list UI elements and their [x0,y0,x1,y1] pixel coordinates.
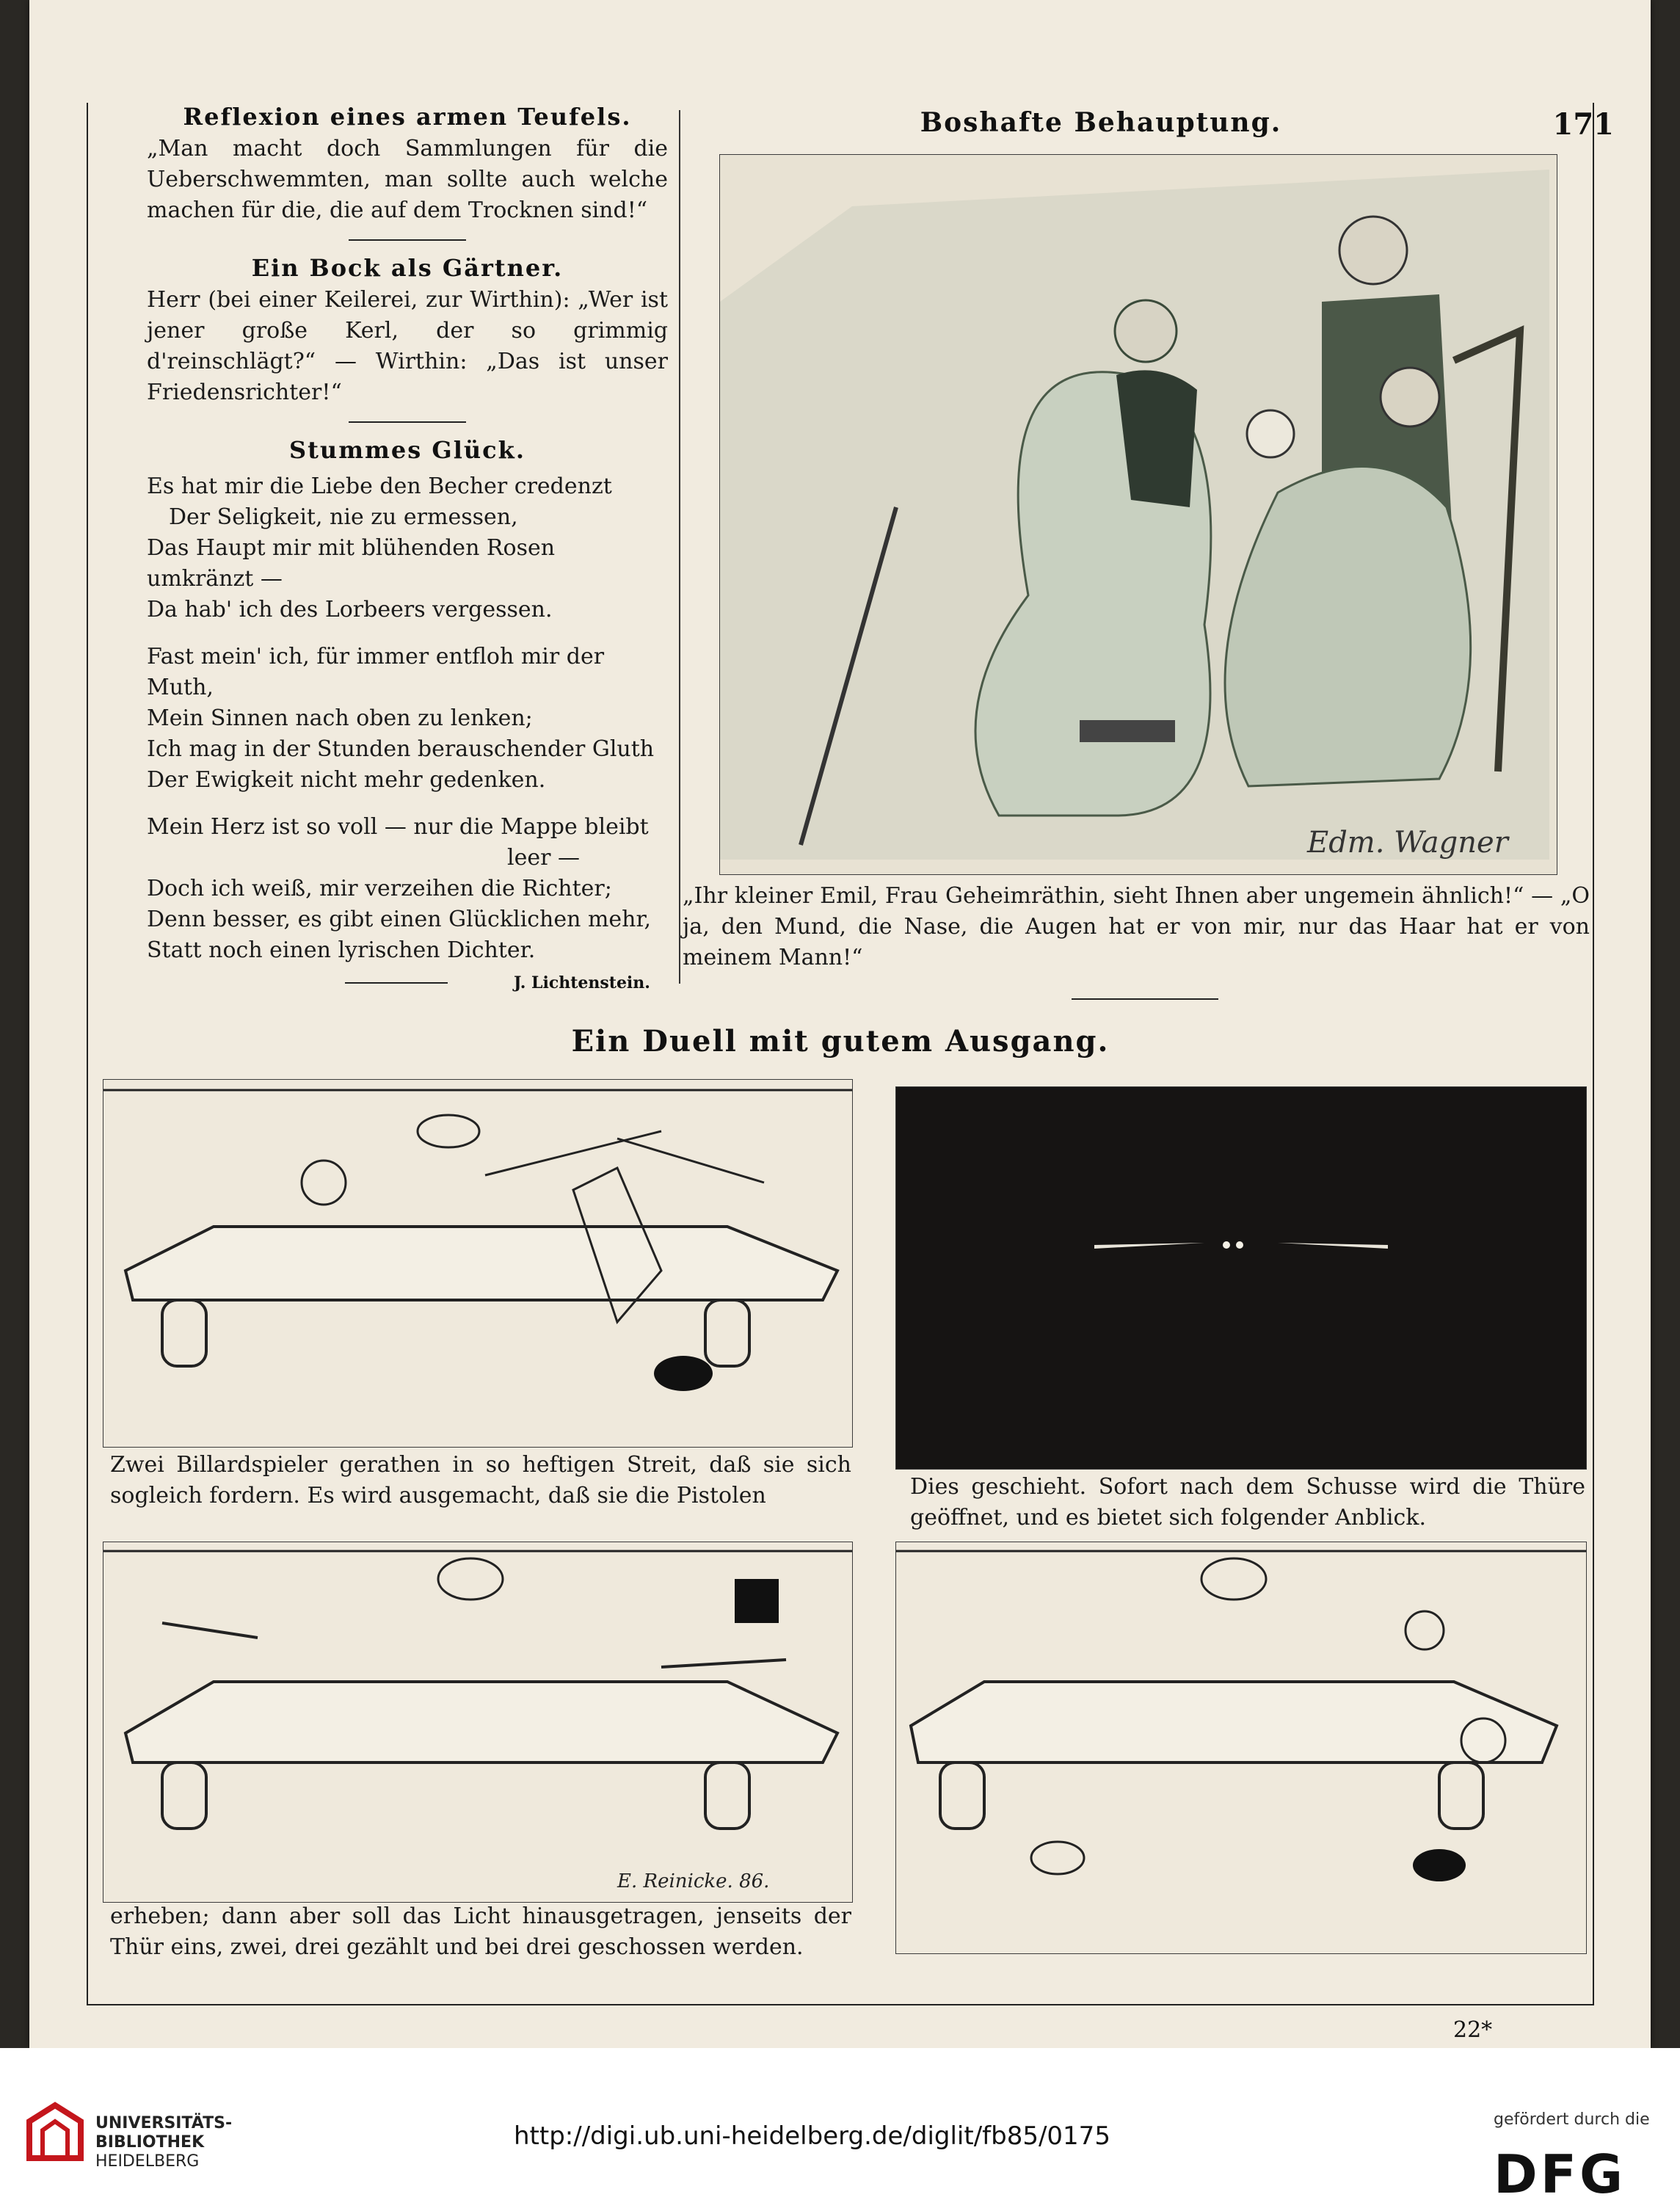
caption-panel-2: Dies geschieht. Sofort nach dem Schusse wird die Thüre geöffnet, und es bietet sich folgender Anblick. [910,1474,1585,1531]
university-logo-icon[interactable] [22,2099,88,2165]
article-title-boshafte: Boshafte Behauptung. [920,107,1282,138]
poem-line: Fast mein' ich, für immer entfloh mir der Muth, [147,644,605,700]
panel-1-drawing [103,1080,852,1447]
poem-line: Mein Sinnen nach oben zu lenken; [147,705,533,731]
sponsor-label: gefördert durch die [1494,2110,1650,2129]
section-title-bock: Ein Bock als Gärtner. [251,254,564,282]
left-column [147,103,668,992]
panel-2-drawing [896,1087,1586,1469]
poem-line: Da hab' ich des Lorbeers vergessen. [147,597,553,622]
poem-line: Statt noch einen lyrischen Dichter. [147,937,536,963]
poem-stanza-1 [147,471,668,625]
poem-line: Das Haupt mir mit blühenden Rosen umkränzt — [147,535,556,592]
permalink-url[interactable]: http://digi.ub.uni-heidelberg.de/diglit/fb85/0175 [514,2121,1110,2151]
poem-line: Denn besser, es gibt einen Glücklichen mehr, [147,907,652,932]
poem-stanza-3 [147,812,668,966]
salon-drawing [720,155,1557,874]
page-number: 171 [1552,107,1614,142]
divider [1072,998,1218,1000]
university-name[interactable]: UNIVERSITÄTS- BIBLIOTHEK HEIDELBERG [95,2114,233,2171]
dfg-logo[interactable]: DFG [1494,2143,1626,2205]
poem-line: Es hat mir die Liebe den Becher credenzt [147,473,612,499]
section-body-reflexion: „Man macht doch Sammlungen für die Ueberschwemmten, man sollte auch welche machen für die, die auf dem Trocknen sind!“ [147,136,668,223]
panel-1-quarrel [103,1079,853,1448]
divider [349,421,466,423]
panel-4-drawing [896,1542,1586,1953]
poem-line: leer — [507,845,580,871]
divider [345,982,448,984]
panel-4-aftermath [895,1542,1587,1954]
poem-stanza-2 [147,642,668,796]
divider [349,239,466,241]
panel-3-drawing [103,1542,852,1902]
illustration-salon-scene [719,154,1557,875]
caption-panel-3: erheben; dann aber soll das Licht hinausgetragen, jenseits der Thür eins, zwei, drei gezählt und bei drei geschossen werden. [110,1903,851,1960]
poem-line: Ich mag in der Stunden berauschender Gluth [147,736,655,762]
signature-mark: 22* [1453,2017,1493,2043]
caption-panel-1: Zwei Billardspieler gerathen in so heftigen Streit, daß sie sich sogleich fordern. Es wird ausgemacht, daß sie die Pistolen [110,1452,851,1509]
poem-line: Der Ewigkeit nicht mehr gedenken. [147,767,546,793]
poem-line: Der Seligkeit, nie zu ermessen, [169,504,518,530]
poem-title: Stummes Glück. [289,436,526,464]
artist-signature-reinicke: E. Reinicke. 86. [617,1870,770,1892]
section-body-bock: Herr (bei einer Keilerei, zur Wirthin): „Wer ist jener große Kerl, der so grimmig d'reinschlägt?“ — Wirthin: „Das ist unser Friedensrichter!“ [147,287,668,405]
poem-footer [147,973,668,992]
panel-2-darkness [895,1086,1587,1470]
column-divider [679,110,680,984]
poem-line: Doch ich weiß, mir verzeihen die Richter; [147,876,612,901]
artist-signature: Edm. Wagner [1307,826,1508,860]
poem-author: J. Lichtenstein. [514,973,650,992]
poem-line: Mein Herz ist so voll — nur die Mappe bleibt [147,814,649,840]
caption-boshafte: „Ihr kleiner Emil, Frau Geheimräthin, sieht Ihnen aber ungemein ähnlich!“ — „O ja, den Mund, die Nase, die Augen hat er von mir, nur das Haar hat er von meinem Mann!“ [683,883,1590,970]
article-title-duell: Ein Duell mit gutem Ausgang. [571,1024,1110,1059]
section-title-reflexion: Reflexion eines armen Teufels. [183,103,632,131]
panel-3-pistols [103,1542,853,1903]
